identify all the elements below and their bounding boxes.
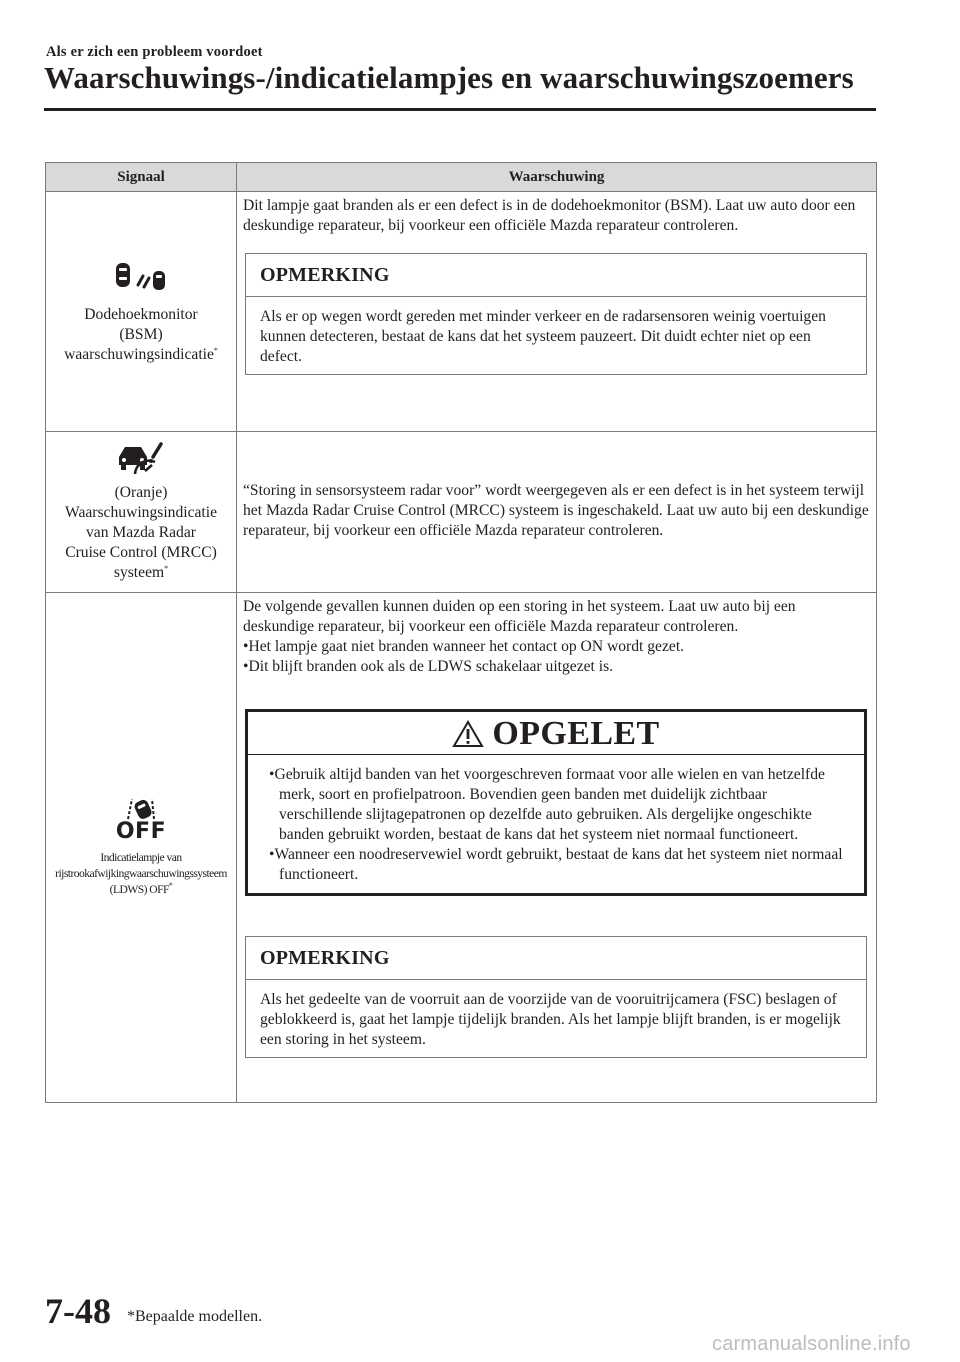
caution-header [248,712,864,755]
warning-cell [237,432,877,593]
note-heading: OPMERKING [246,254,866,297]
list-item: •Dit blijft branden ook als de LDWS schakelaar uitgezet is. [243,658,614,675]
signal-name-line: (LDWS) OFF [109,883,169,896]
warning-cell [237,192,877,432]
list-item: •Gebruik altijd banden van het voorgeschreven formaat voor alle wielen en van hetzelfde merk, soort en profielpatroon. Bovendien geen banden met duidelijk zichtbaar verschillende slijtagepatronen op dezelfde auto gebruiken. Als dergelijke ongeschikte banden gebruikt worden, bestaat de kans dat het systeem niet normaal functioneert. [269,766,825,843]
section-label: Als er zich een probleem voordoet [46,44,263,60]
warning-lamps-table [45,162,877,1103]
page-number: 7-48 [45,1291,111,1331]
signal-cell [46,593,237,1103]
footnote-mark: * [213,345,218,355]
page-title: Waarschuwings-/indicatielampjes en waarschuwingszoemers [44,60,854,95]
table-row [46,432,877,593]
table-header-row [46,163,877,192]
note-box [245,253,867,375]
signal-cell [46,432,237,593]
caution-heading: OPGELET [492,715,660,752]
signal-name-line: systeem [113,564,165,581]
signal-name-line: Dodehoekmonitor [84,305,198,323]
warning-triangle-icon [452,720,484,748]
signal-name-line: (BSM) [119,325,163,343]
title-rule [44,108,876,111]
warning-text: “Storing in sensorsysteem radar voor” wordt weergegeven als er een defect is in het systeem terwijl het Mazda Radar Cruise Control (MRCC) systeem is ingeschakeld. Laat uw auto bij een deskundige reparateur, bij voorkeur een officiële Mazda reparateur controleren. [243,481,869,539]
off-label: OFF [115,819,167,844]
footnote-mark: * [164,563,169,573]
table-row [46,192,877,432]
list-item: •Wanneer een noodreservewiel wordt gebruikt, bestaat de kans dat het systeem niet normaal functioneert. [269,846,843,883]
signal-name-line: rijstrookafwijkingwaarschuwingssysteem [55,867,227,880]
signal-name-line: Cruise Control (MRCC) [65,544,217,561]
signal-name-line: (Oranje) [114,484,168,501]
caution-text: Wanneer een noodreservewiel wordt gebruikt, bestaat de kans dat het systeem niet normaal functioneert. [274,846,843,883]
warning-text: De volgende gevallen kunnen duiden op een storing in het systeem. Laat uw auto bij een deskundige reparateur, bij voorkeur een officiële Mazda reparateur controleren. [243,598,796,635]
list-item: •Het lampje gaat niet branden wanneer het contact op ON wordt gezet. [243,638,685,655]
bullet-text: Dit blijft branden ook als de LDWS schakelaar uitgezet is. [248,658,614,675]
note-box [245,936,867,1058]
watermark: carmanualsonline.info [712,1333,911,1355]
header-warning: Waarschuwing [237,163,877,192]
warning-text: Dit lampje gaat branden als er een defect is in de dodehoekmonitor (BSM). Laat uw auto door een deskundige reparateur, bij voorkeur een officiële Mazda reparateur controleren. [243,197,856,234]
signal-cell [46,192,237,432]
header-signal: Signaal [46,163,237,192]
warning-cell [237,593,877,1103]
note-text: Als er op wegen wordt gereden met minder verkeer en de radarsensoren weinig voertuigen kunnen detecteren, bestaat de kans dat het systeem pauzeert. Dit duidt echter niet op een defect. [260,308,826,365]
signal-name-line: Indicatielampje van [100,851,182,864]
radar-cruise-control-warning-icon [113,441,169,477]
signal-name-line: Waarschuwingsindicatie [64,504,218,521]
note-heading: OPMERKING [246,937,866,980]
signal-name-line: waarschuwingsindicatie [64,345,214,363]
signal-name-line: van Mazda Radar [86,524,196,541]
table-row [46,593,877,1103]
bullet-text: Het lampje gaat niet branden wanneer het contact op ON wordt gezet. [248,638,685,655]
blind-spot-monitor-icon [108,259,174,297]
caution-text: Gebruik altijd banden van het voorgeschreven formaat voor alle wielen en van hetzelfde merk, soort en profielpatroon. Bovendien geen banden met duidelijk zichtbaar verschillende slijtagepatronen op dezelfde auto gebruiken. Als dergelijke ongeschikte banden gebruikt worden, bestaat de kans dat het systeem niet normaal functioneert. [274,766,825,843]
note-text: Als het gedeelte van de voorruit aan de voorzijde van de vooruitrijcamera (FSC) beslagen of geblokkeerd is, gaat het lampje tijdelijk branden. Als het lampje blijft branden, is er mogelijk een storing in het systeem. [260,991,841,1048]
caution-box [245,709,867,896]
footnote: *Bepaalde modellen. [127,1308,263,1325]
footnote-mark: * [168,881,173,891]
lane-departure-off-icon [116,797,166,821]
